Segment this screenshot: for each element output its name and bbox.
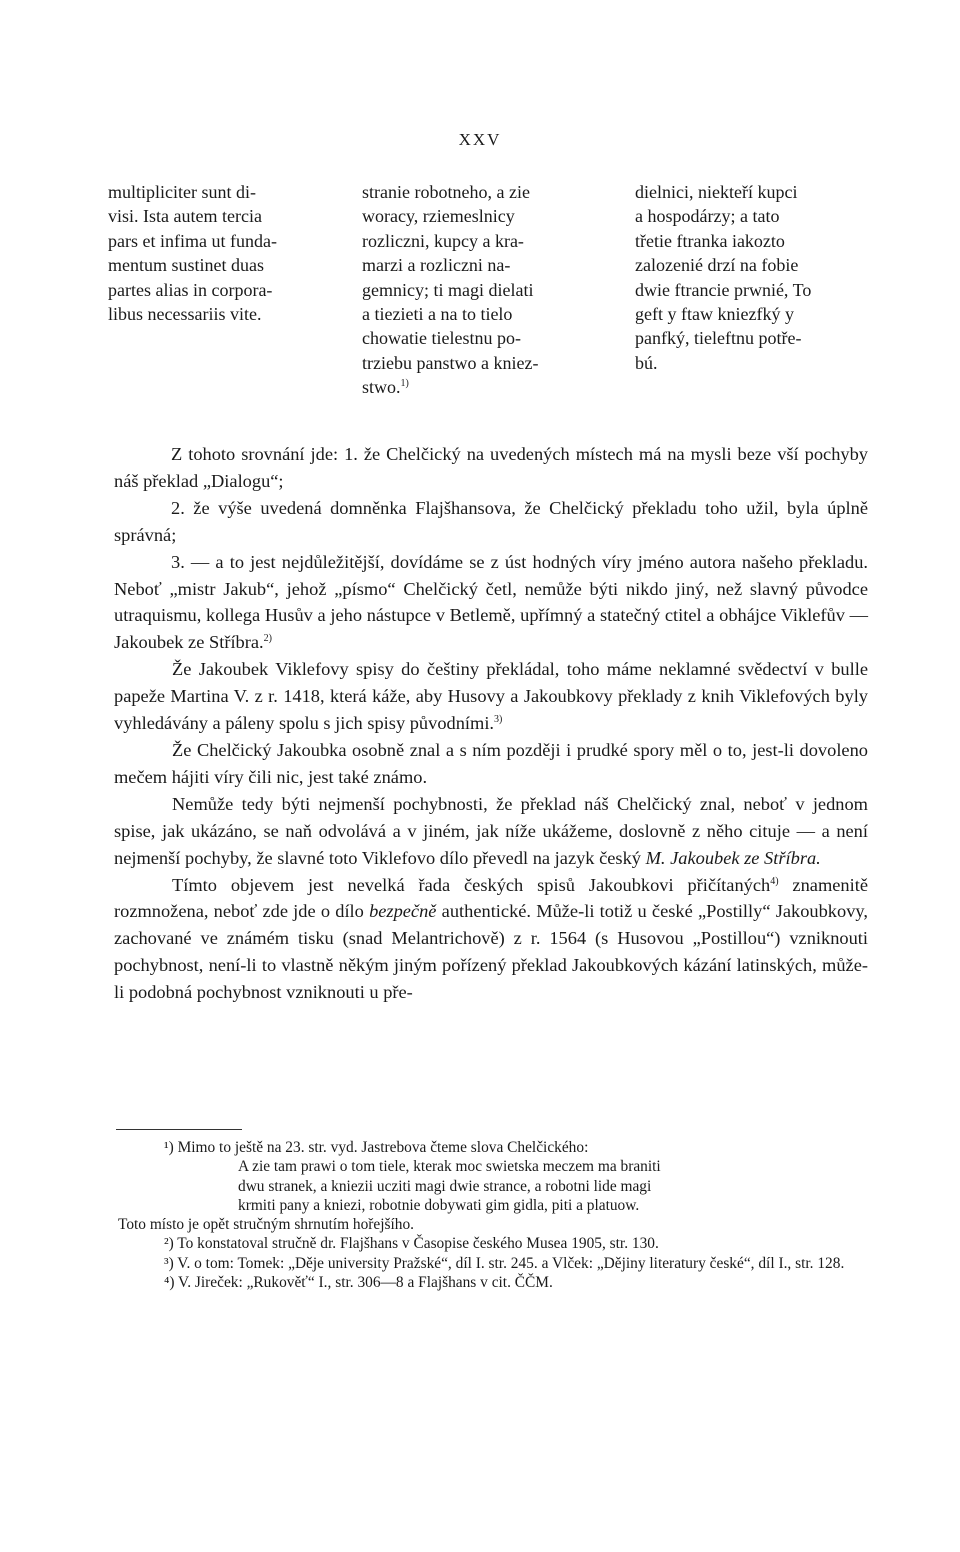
paragraph-text: Tímto objevem jest nevelká řada českých spisů Jakoubkovi přičítaných xyxy=(172,874,771,895)
paragraph-intro: Z tohoto srovnání jde: 1. že Chelčický na uvedených místech má na mysli beze vší pochyby náš překlad „Dialogu“; xyxy=(114,444,868,491)
footnote-1-quote xyxy=(118,1157,870,1215)
footnote-1-tail: Toto místo je opět stručným shrnutím hořejšího. xyxy=(118,1216,415,1234)
old-czech-line: zalozenié drzí na fobie xyxy=(635,255,799,276)
latin-column xyxy=(108,180,340,326)
body-text xyxy=(114,441,868,1006)
footnote-3: ³) V. o tom: Tomek: „Děje university Pražské“, díl I. str. 245. a Vlček: „Dějiny literatury české“, díl I., str. 128. xyxy=(164,1254,845,1272)
old-czech-line: a hospodárzy; a tato xyxy=(635,206,780,227)
footnote-ref: 1) xyxy=(400,378,409,390)
paragraph-text: znamenitě rozmnožena, neboť zde jde o dílo xyxy=(114,874,868,922)
old-czech-column-1 xyxy=(362,180,602,400)
old-czech-line: trziebu panstwo a kniez- xyxy=(362,352,539,373)
parallel-columns xyxy=(0,180,960,420)
old-czech-line: panfký, tieleftnu potře- xyxy=(635,328,802,349)
footnotes xyxy=(118,1138,870,1292)
old-czech-line-text: stwo. xyxy=(362,377,401,398)
quote-line: A zie tam prawi o tom tiele, kterak moc swietska meczem ma braniti xyxy=(238,1158,661,1176)
paragraph-text: Nemůže tedy býti nejmenší pochybnosti, že překlad náš Chelčický znal, neboť v jednom spise, jak ukázáno, se naň odvolává a v jiném, jak níže ukážeme, doslovně z něho cituje — a není nejmenší pochyby, že slavné toto Viklefovo dílo převedl na jazyk český xyxy=(114,793,868,868)
old-czech-line: gemnicy; ti magi dielati xyxy=(362,279,534,300)
latin-line: pars et infima ut funda- xyxy=(108,230,277,251)
footnote-2: ²) To konstatoval stručně dr. Flajšhans v Časopise českého Musea 1905, str. 130. xyxy=(164,1235,659,1253)
old-czech-line: woracy, rziemeslnicy xyxy=(362,206,515,227)
paragraph-item-3 xyxy=(114,549,868,657)
latin-line: libus necessariis vite. xyxy=(108,304,262,325)
page-number: XXV xyxy=(458,130,502,149)
old-czech-line: stranie robotneho, a zie xyxy=(362,182,530,202)
emphasis-text: bezpečně xyxy=(369,901,437,922)
old-czech-line-last xyxy=(362,375,602,399)
paragraph-bulla xyxy=(114,656,868,737)
footnote-1: ¹) Mimo to ještě na 23. str. vyd. Jastrebova čteme slova Chelčického: xyxy=(164,1139,589,1156)
paragraph-text: Že Jakoubek Viklefovy spisy do češtiny překládal, toho máme neklamné svědectví v bulle papeže Martina V. z r. 1418, která káže, aby Husovy a Jakoubkovy překlady z knih Viklefových byly vyhledávány a páleny spolu s jich spisy původními. xyxy=(114,659,868,734)
old-czech-line: dielnici, niekteří kupci xyxy=(635,182,798,202)
paragraph-item-2: 2. že výše uvedená domněnka Flajšhansova, že Chelčický překladu toho užil, byla úplně správná; xyxy=(114,497,868,545)
old-czech-line: marzi a rozliczni na- xyxy=(362,255,511,276)
latin-line: multipliciter sunt di- xyxy=(108,182,256,202)
footnote-ref: 3) xyxy=(494,713,503,725)
old-czech-line: a tiezieti a na to tielo xyxy=(362,304,513,325)
footnote-separator xyxy=(116,1129,242,1130)
paragraph-text: 3. — a to jest nejdůležitější, dovídáme se z úst hodných víry jméno autora našeho překladu. Neboť „mistr Jakub“, jehož „písmo“ Chelčický četl, nemůže býti nikdo jiný, než slavný původce utraquismu, kollega Husův a jeho nástupce v Betlemě, upřímný a statečný ctitel a obhájce Viklefův — Jakoubek ze Stříbra. xyxy=(114,551,868,653)
paragraph-conclusion xyxy=(114,791,868,872)
old-czech-line: geft y ftaw kniezfký y xyxy=(635,304,794,325)
old-czech-line: bú. xyxy=(635,352,658,373)
old-czech-line: chowatie tielestnu po- xyxy=(362,328,521,349)
quote-line: dwu stranek, a kniezii ucziti magi dwie strance, a robotni lide magi xyxy=(238,1177,652,1195)
old-czech-column-2 xyxy=(635,180,870,375)
paragraph-disputes: Že Chelčický Jakoubka osobně znal a s ním později i prudké spory měl o to, jest-li dovoleno mečem hájiti víry čili nic, jest také známo. xyxy=(114,739,868,787)
old-czech-line: třetie ftranka iakozto xyxy=(635,230,785,251)
paragraph-discovery xyxy=(114,872,868,1007)
footnote-4: ⁴) V. Jireček: „Rukověť“ I., str. 306—8 a Flajšhans v cit. ČČM. xyxy=(164,1274,553,1292)
old-czech-line: dwie ftrancie prwnié, To xyxy=(635,279,812,300)
quote-line: krmiti pany a kniezi, robotnie dobywati gim gidla, piti a platuow. xyxy=(238,1196,640,1214)
latin-line: visi. Ista autem tercia xyxy=(108,206,262,227)
author-name: M. Jakoubek ze Stříbra. xyxy=(645,847,821,868)
footnote-ref: 4) xyxy=(770,875,779,887)
footnote-ref: 2) xyxy=(263,633,272,645)
latin-line: partes alias in corpora- xyxy=(108,279,273,300)
latin-line: mentum sustinet duas xyxy=(108,255,264,276)
old-czech-line: rozliczni, kupcy a kra- xyxy=(362,230,524,251)
paragraph-text: authentické. Může-li totiž u české „Postilly“ Jakoubkovy, zachované ve známém tisku (snad Melantrichově) z r. 1564 (s Husovou „Postillou“) vzniknouti pochybnost, není-li to vlastně někým jiným pořízený překlad Jakoubkových kázání latinských, může-li podobná pochybnost vzniknouti u pře- xyxy=(114,901,868,1003)
